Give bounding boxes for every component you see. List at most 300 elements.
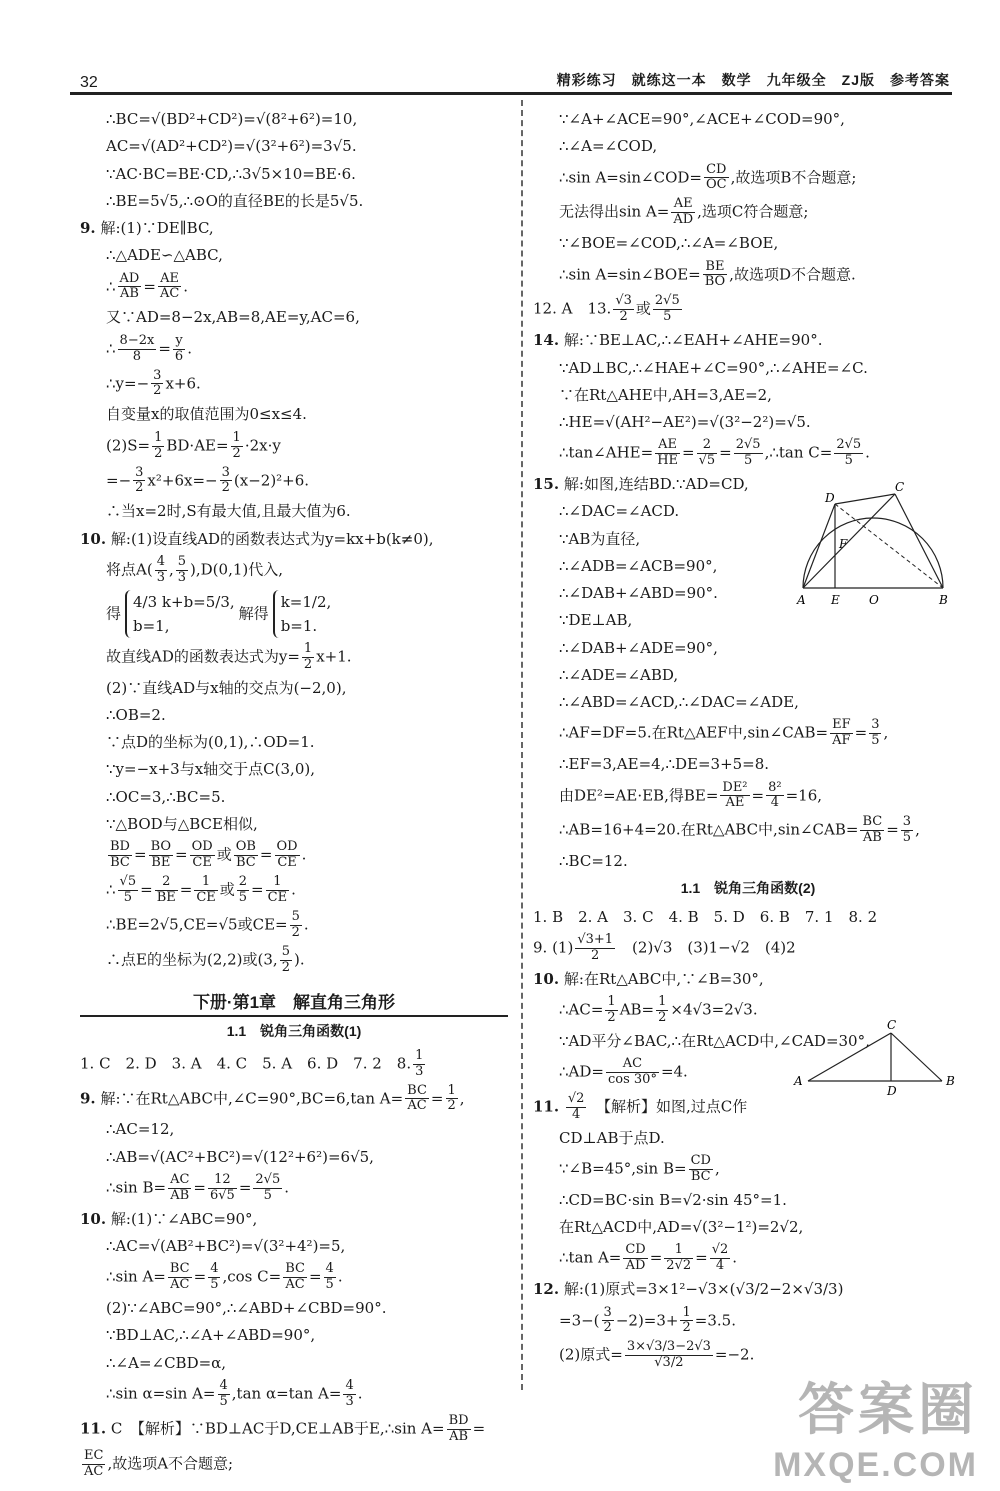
- fraction: [623, 1243, 647, 1274]
- text: .: [357, 1384, 363, 1403]
- watermark: [773, 1366, 978, 1485]
- denominator: 2: [303, 656, 313, 672]
- choice-answers: [80, 1049, 508, 1080]
- text: =: [649, 1248, 663, 1267]
- denominator: CE: [267, 889, 288, 905]
- question-number: 10.: [80, 529, 107, 548]
- text: =: [430, 1088, 444, 1107]
- text: .: [291, 880, 296, 899]
- fraction: [606, 1057, 659, 1088]
- numerator: 3: [871, 717, 880, 733]
- text: ,: [168, 560, 174, 579]
- q10-line: ∴OB=2.: [106, 705, 166, 724]
- fraction: [283, 1262, 307, 1293]
- denominator: 5: [219, 1393, 228, 1409]
- text: .: [337, 1267, 343, 1286]
- text: AB=: [619, 1000, 655, 1019]
- text: ∴sin A=: [106, 1267, 166, 1286]
- numerator: 3: [603, 1304, 612, 1320]
- denominator: 4: [715, 1258, 725, 1274]
- q14-line: [533, 438, 963, 469]
- text: =: [682, 443, 695, 462]
- text: ∴sin α=sin A=: [106, 1384, 216, 1403]
- numerator: 8−2x: [119, 332, 155, 348]
- numerator: √3+1: [577, 931, 614, 947]
- fraction: [703, 260, 727, 291]
- denominator: √5: [698, 453, 716, 469]
- text: =: [193, 1178, 206, 1197]
- text: 9. (1): [533, 938, 574, 957]
- fraction: [168, 1173, 191, 1204]
- fraction: [447, 1414, 471, 1445]
- fraction: [280, 945, 292, 976]
- text: ∴sin B=: [106, 1178, 167, 1197]
- fraction: [710, 1243, 731, 1274]
- numerator: 2: [155, 875, 178, 891]
- fraction: [231, 431, 243, 462]
- text: 1. C 2. D 3. A 4. C 5. A 6. D 7. 2 8.: [80, 1054, 412, 1073]
- q9-line: [80, 272, 508, 303]
- denominator: AC: [407, 1098, 427, 1114]
- numerator: OD: [276, 839, 298, 855]
- q10-line: ∴OC=3,∴BC=5.: [106, 787, 226, 806]
- denominator: BO: [704, 274, 726, 290]
- numerator: y: [173, 334, 185, 350]
- s1q10-line: (2)∵∠ABC=90°,∴∠ABD+∠CBD=90°.: [106, 1299, 387, 1318]
- text: ∴: [106, 276, 116, 295]
- denominator: 2: [591, 947, 600, 963]
- s2q11-line: [533, 1154, 963, 1185]
- numerator: √2: [567, 1090, 585, 1106]
- fraction: [605, 995, 617, 1026]
- denominator: 2: [291, 924, 300, 940]
- page-number: 32: [80, 74, 98, 91]
- text: =: [133, 845, 147, 864]
- text: (2)√3 (3)1−√2 (4)2: [617, 938, 796, 957]
- s2q9-line: [533, 933, 963, 964]
- numerator: 1: [607, 993, 616, 1009]
- text: ∴AC=: [559, 1000, 604, 1019]
- denominator: 4: [770, 795, 779, 811]
- numerator: 3: [153, 367, 162, 383]
- label-d: D: [825, 491, 835, 505]
- fraction: [190, 840, 215, 871]
- denominator: 8: [132, 348, 142, 364]
- numerator: BC: [407, 1082, 427, 1098]
- fraction: [830, 718, 853, 749]
- text: ),D(0,1)代入,: [190, 560, 284, 579]
- segment-db-dashed: [835, 504, 943, 588]
- q10-line: (2)∵直线AD与x轴的交点为(−2,0),: [106, 678, 347, 697]
- q15-line: ∴∠ADE=∠ABD,: [559, 665, 679, 684]
- denominator: √3/2: [654, 1355, 684, 1371]
- q15-line: ∴∠DAB+∠ABD=90°.: [559, 584, 718, 603]
- text: 解:(1)原式=3×1²−√3×(√3/2−2×√3/3): [563, 1280, 844, 1299]
- q15-line: [533, 815, 963, 846]
- fraction: [869, 718, 881, 749]
- q15-line: [533, 781, 963, 812]
- text: 得: [106, 604, 122, 623]
- denominator: 2√2: [666, 1258, 692, 1274]
- text: ·2x·y: [244, 436, 281, 455]
- text: 解:(1)∵∠ABC=90°,: [110, 1209, 258, 1228]
- semicircle-figure: [795, 480, 955, 610]
- text: −2)=3+: [615, 1310, 679, 1329]
- text: ).: [293, 950, 305, 969]
- text: x²+6x=−: [147, 470, 218, 489]
- fraction: [155, 875, 178, 906]
- denominator: AC: [285, 1277, 305, 1293]
- numerator: DE²: [722, 779, 748, 795]
- left-column: [80, 108, 508, 1484]
- question-number: 11.: [80, 1419, 107, 1438]
- question-number: 10.: [80, 1209, 107, 1228]
- denominator: 5: [263, 1187, 272, 1203]
- text: .: [303, 915, 309, 934]
- numerator: BO: [150, 839, 172, 855]
- label-a: A: [797, 593, 806, 607]
- text: ,: [714, 1159, 720, 1178]
- denominator: AC: [84, 1463, 104, 1479]
- label-f: F: [839, 537, 848, 551]
- fraction: [697, 438, 718, 469]
- text: (2)S=: [106, 436, 151, 455]
- fraction: [901, 815, 913, 846]
- numerator: 4: [345, 1377, 354, 1393]
- q10-line: [80, 555, 508, 586]
- text: ,: [915, 820, 920, 839]
- fraction: [118, 334, 157, 365]
- fraction: [118, 875, 139, 906]
- header-title: 精彩练习 就练这一本 数学 九年级全 ZJ版 参考答案: [556, 72, 950, 88]
- text: =: [695, 1248, 708, 1267]
- equation-system: [273, 590, 332, 638]
- text: ,: [459, 1088, 465, 1107]
- numerator: 4: [219, 1377, 228, 1393]
- equation: k=1/2,: [280, 592, 332, 611]
- denominator: BC: [110, 855, 130, 871]
- label-d: D: [887, 1084, 897, 1098]
- q10-line: [80, 840, 508, 871]
- text: =16,: [785, 785, 823, 804]
- s1q10-line: [80, 1208, 508, 1231]
- fraction: [720, 781, 749, 812]
- denominator: 5: [902, 830, 912, 846]
- numerator: AE: [655, 438, 680, 454]
- numerator: 1: [154, 429, 163, 445]
- denominator: 6: [174, 348, 184, 364]
- text: ,故选项D不合题意.: [729, 264, 856, 283]
- equation: b=1.: [280, 616, 318, 635]
- label-o: O: [869, 593, 879, 607]
- label-a: A: [794, 1074, 803, 1088]
- numerator: BD: [448, 1412, 469, 1428]
- numerator: CD: [704, 163, 729, 179]
- denominator: AB: [119, 286, 139, 302]
- text: ∴AF=DF=5.在Rt△AEF中,sin∠CAB=: [559, 723, 829, 742]
- denominator: BC: [690, 1168, 711, 1184]
- q10-line: [80, 910, 508, 941]
- numerator: 3×√3/3−2√3: [626, 1339, 711, 1355]
- denominator: 4: [572, 1106, 581, 1122]
- segment-ac: [808, 1033, 891, 1081]
- s1q11-line: [80, 1449, 508, 1480]
- denominator: 3: [156, 569, 165, 585]
- q9-line: [80, 217, 508, 240]
- text: .: [284, 1178, 289, 1197]
- q10-line: ∵y=−x+3与x轴交于点C(3,0),: [106, 760, 315, 779]
- fraction: [602, 1306, 614, 1337]
- answer-line: ∴BC=√(BD²+CD²)=√(8²+6²)=10,: [106, 110, 358, 128]
- question-number: 12.: [533, 1280, 560, 1299]
- q14-line: ∵AD⊥BC,∴∠HAE+∠C=90°,∴∠AHE=∠C.: [559, 358, 868, 377]
- fraction: [218, 1379, 230, 1410]
- numerator: 1: [232, 429, 241, 445]
- answer-line: ∵∠BOE=∠COD,∴∠A=∠BOE,: [559, 234, 779, 253]
- text: =: [140, 880, 153, 899]
- numerator: BE: [703, 260, 727, 276]
- denominator: cos 30°: [607, 1071, 657, 1087]
- numerator: 3: [221, 464, 230, 480]
- q10-line: ∵△BOD与△BCE相似,: [106, 814, 258, 833]
- numerator: 1: [266, 875, 289, 891]
- fraction: [220, 466, 232, 497]
- answer-line: [533, 260, 963, 291]
- segment-cb: [895, 494, 943, 588]
- s1q10-line: [80, 1262, 508, 1293]
- q15-line: ∴BC=12.: [559, 852, 628, 871]
- numerator: 1: [658, 993, 667, 1009]
- q10-line: [80, 945, 508, 976]
- text: ∴sin A=sin∠BOE=: [559, 264, 701, 283]
- numerator: BC: [169, 1261, 190, 1277]
- denominator: 5: [744, 453, 753, 469]
- denominator: AD: [625, 1258, 646, 1274]
- text: ,故选项B不合题意;: [730, 167, 857, 186]
- text: =: [886, 820, 899, 839]
- answer-line: ∴∠A=∠COD,: [559, 137, 658, 156]
- text: ,cos C=: [222, 1267, 282, 1286]
- fraction: [234, 840, 258, 871]
- answer-line: [533, 163, 963, 194]
- denominator: 5: [844, 453, 853, 469]
- q14-line: ∴HE=√(AH²−AE²)=√(3²−2²)=√5.: [559, 413, 811, 431]
- numerator: 2: [238, 874, 248, 889]
- text: ,选项C符合题意;: [697, 202, 809, 221]
- denominator: 5: [238, 889, 248, 905]
- numerator: 1: [194, 875, 217, 891]
- fraction: [149, 840, 173, 871]
- denominator: 2: [658, 1009, 667, 1025]
- text: 解:如图,连结BD.∵AD=CD,: [563, 475, 749, 494]
- text: 解:在Rt△ABC中,∵∠B=30°,: [563, 969, 764, 988]
- q9-line: [80, 369, 508, 400]
- text: =: [158, 339, 171, 358]
- text: ∴tan A=: [559, 1248, 622, 1267]
- text: x+6.: [165, 373, 201, 392]
- fraction: [655, 438, 680, 469]
- text: ∴y=−: [106, 373, 150, 392]
- answer-line: ∵∠A+∠ACE=90°,∠ACE+∠COD=90°,: [559, 110, 845, 128]
- denominator: 5: [123, 889, 132, 905]
- denominator: AF: [832, 733, 851, 749]
- denominator: 5: [210, 1277, 219, 1293]
- text: 或: [216, 845, 232, 864]
- numerator: OD: [191, 839, 213, 855]
- q9-line: ∴当x=2时,S有最大值,且最大值为6.: [106, 502, 351, 521]
- fraction: [834, 438, 863, 469]
- text: 或: [219, 880, 235, 899]
- denominator: CE: [277, 855, 297, 871]
- numerator: 8²: [768, 779, 782, 795]
- text: =: [143, 276, 156, 295]
- denominator: AB: [449, 1428, 469, 1444]
- q10-line: [80, 875, 508, 906]
- choice-answers: 1. B 2. A 3. C 4. B 5. D 6. B 7. 1 8. 2: [533, 907, 878, 926]
- numerator: OB: [235, 839, 256, 855]
- denominator: 2: [232, 445, 241, 461]
- fraction: [446, 1084, 458, 1115]
- numerator: 1: [682, 1304, 691, 1320]
- fraction: [625, 1340, 713, 1371]
- equation: b=1,: [133, 616, 170, 635]
- denominator: CE: [192, 855, 212, 871]
- text: =−2.: [714, 1345, 755, 1364]
- numerator: 3: [902, 814, 912, 830]
- text: 12. A 13.: [533, 299, 612, 318]
- s2q11-line: CD⊥AB于点D.: [559, 1128, 665, 1147]
- fraction: [208, 1173, 237, 1204]
- text: 无法得出sin A=: [559, 202, 670, 221]
- fraction: [152, 431, 164, 462]
- text: 【解析】如图,过点C作: [588, 1097, 748, 1116]
- text: ∴AB=16+4=20.在Rt△ABC中,sin∠CAB=: [559, 820, 859, 839]
- fraction: [734, 438, 763, 469]
- s2q11-line: 在Rt△ACD中,AD=√(3²−1²)=2√2,: [559, 1218, 804, 1237]
- segment-ac: [803, 494, 895, 588]
- text: =: [175, 845, 188, 864]
- text: =: [259, 845, 273, 864]
- q15-line: [533, 718, 963, 749]
- numerator: AC: [170, 1171, 190, 1187]
- s1q10-line: ∴∠A=∠CBD=α,: [106, 1353, 227, 1372]
- label-e: E: [831, 593, 840, 607]
- denominator: CE: [196, 889, 216, 905]
- text: C 【解析】∵BD⊥AC于D,CE⊥AB于E,∴sin A=: [110, 1419, 445, 1438]
- q10-line: [80, 590, 508, 638]
- denominator: 6√5: [209, 1187, 235, 1203]
- q15-line: ∴∠ABD=∠ACD,∴∠DAC=∠ADE,: [559, 693, 799, 712]
- question-number: 14.: [533, 331, 560, 350]
- fraction: [168, 1262, 192, 1293]
- label-c: C: [887, 1018, 897, 1032]
- question-number: 10.: [533, 969, 560, 988]
- text: 解:(1)设直线AD的函数表达式为y=kx+b(k≠0),: [110, 529, 434, 548]
- semicircle-arc: [803, 518, 943, 588]
- numerator: √2: [711, 1242, 729, 1258]
- fraction: [860, 815, 884, 846]
- text: 解:∵在Rt△ABC中,∠C=90°,BC=6,tan A=: [100, 1088, 404, 1107]
- segment-cb: [891, 1033, 942, 1081]
- denominator: 2: [619, 309, 628, 325]
- text: .: [865, 443, 870, 462]
- numerator: BD: [110, 839, 130, 855]
- text: =: [193, 1267, 207, 1286]
- numerator: 4: [325, 1261, 334, 1277]
- numerator: 1: [415, 1047, 424, 1063]
- text: .: [732, 1248, 738, 1267]
- answer-line: ∴BE=5√5,∴⊙O的直径BE的长是5√5.: [106, 191, 364, 210]
- fraction: [413, 1049, 425, 1080]
- q10-line: ∵点D的坐标为(0,1),∴OD=1.: [106, 733, 315, 752]
- question-number: 9.: [80, 1088, 96, 1107]
- text: =3.5.: [694, 1310, 736, 1329]
- equation-system: [125, 590, 235, 638]
- text: =: [751, 785, 765, 804]
- fraction: [566, 1092, 587, 1123]
- denominator: 2: [281, 959, 290, 975]
- fraction: [324, 1262, 336, 1293]
- question-number: 9.: [80, 219, 96, 237]
- numerator: 2√5: [654, 293, 680, 309]
- text: =3−(: [559, 1310, 600, 1329]
- fraction: [133, 466, 145, 497]
- s1q10-line: ∵BD⊥AC,∴∠A+∠ABD=90°,: [106, 1326, 316, 1345]
- q10-line: [80, 528, 508, 551]
- fraction: [155, 555, 167, 586]
- denominator: 2: [607, 1009, 616, 1025]
- text: .: [183, 276, 189, 295]
- q14-line: ∵在Rt△AHE中,AH=3,AE=2,: [559, 385, 772, 404]
- text: ,故选项A不合题意;: [107, 1454, 234, 1473]
- text: 将点A(: [106, 560, 153, 579]
- label-c: C: [895, 480, 905, 494]
- text: ∴: [106, 339, 116, 358]
- text: ∴BE=2√5,CE=√5或CE=: [106, 915, 288, 934]
- fraction: [302, 642, 314, 673]
- q9-line: 又∵AD=8−2x,AB=8,AE=y,AC=6,: [106, 308, 360, 327]
- equation: 4/3 k+b=5/3,: [133, 592, 235, 611]
- denominator: BE: [156, 889, 176, 905]
- numerator: 4: [210, 1261, 219, 1277]
- fraction: [253, 1173, 282, 1204]
- text: =: [719, 443, 732, 462]
- numerator: 2√5: [255, 1171, 281, 1187]
- fraction: [343, 1379, 355, 1410]
- fraction: [689, 1154, 713, 1185]
- fraction: [704, 163, 729, 194]
- text: ∴点E的坐标为(2,2)或(3,: [106, 950, 278, 969]
- text: 或: [635, 299, 651, 318]
- answer-line: [533, 197, 963, 228]
- text: =: [251, 880, 264, 899]
- text: =4.: [660, 1062, 688, 1081]
- numerator: AD: [119, 270, 140, 286]
- text: 解:∵BE⊥AC,∴∠EAH+∠AHE=90°.: [563, 331, 823, 350]
- text: 由DE²=AE·EB,得BE=: [559, 785, 719, 804]
- fraction: [108, 840, 132, 871]
- header-rule: [70, 92, 952, 95]
- q9-line: 自变量x的取值范围为0≤x≤4.: [106, 405, 307, 424]
- fraction: [176, 555, 188, 586]
- text: (x−2)²+6.: [233, 470, 310, 489]
- numerator: BC: [285, 1261, 305, 1277]
- fraction: [656, 995, 668, 1026]
- denominator: AD: [673, 212, 694, 228]
- q15-line: ∴∠DAC=∠ACD.: [559, 502, 680, 521]
- denominator: AC: [170, 1277, 190, 1293]
- s1q9-line: [80, 1173, 508, 1204]
